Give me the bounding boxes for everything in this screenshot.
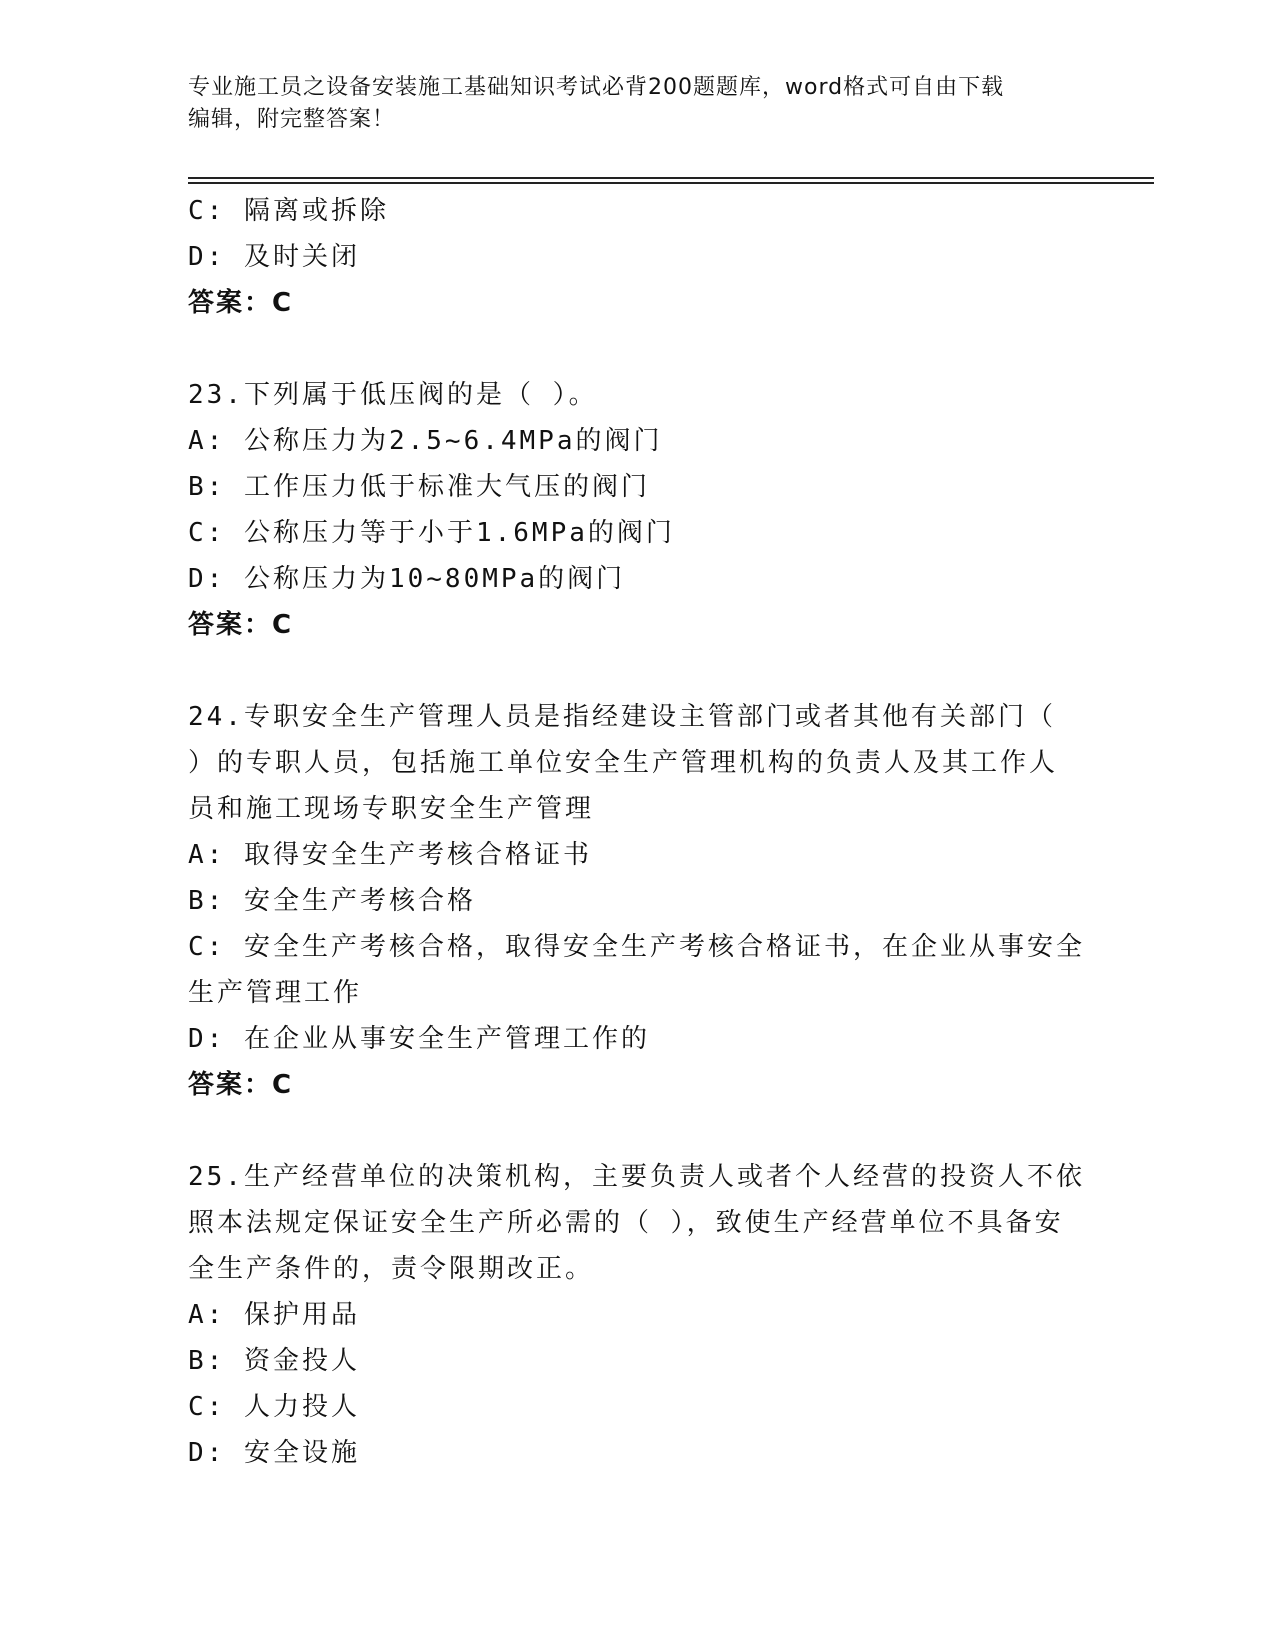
spacer [188,648,1088,694]
question-text-line-1: 24.专职安全生产管理人员是指经建设主管部门或者其他有关部门（ [188,702,1056,732]
answer: 答案：C [188,610,294,640]
question-text-line-3: 员和施工现场专职安全生产管理 [188,794,595,824]
option-d: D: 及时关闭 [188,242,360,272]
option-c: C: 隔离或拆除 [188,196,389,226]
option-b: B: 资金投人 [188,1346,360,1376]
header-title-line-1: 专业施工员之设备安装施工基础知识考试必背200题题库，word格式可自由下载 [188,75,1005,100]
option-d: D: 在企业从事安全生产管理工作的 [188,1024,650,1054]
question-25 [188,1154,1088,1476]
spacer [188,1108,1088,1154]
question-text-line-1: 25.生产经营单位的决策机构，主要负责人或者个人经营的投资人不依 [188,1162,1085,1192]
option-c: C: 人力投人 [188,1392,360,1422]
option-c: C: 安全生产考核合格，取得安全生产考核合格证书，在企业从事安全 [188,932,1085,962]
question-list [188,188,1088,1476]
option-d: D: 安全设施 [188,1438,360,1468]
option-d: D: 公称压力为10~80MPa的阀门 [188,564,626,594]
question-23 [188,372,1088,648]
question-text-line-2: 照本法规定保证安全生产所必需的（ ），致使生产经营单位不具备安 [188,1208,1064,1238]
option-a: A: 保护用品 [188,1300,360,1330]
header-title-line-2: 编辑，附完整答案！ [188,107,396,132]
question-text-line-3: 全生产条件的，责令限期改正。 [188,1254,595,1284]
option-a: A: 公称压力为2.5~6.4MPa的阀门 [188,426,663,456]
option-b: B: 安全生产考核合格 [188,886,476,916]
option-b: B: 工作压力低于标准大气压的阀门 [188,472,650,502]
answer: 答案：C [188,288,294,318]
option-c: C: 公称压力等于小于1.6MPa的阀门 [188,518,675,548]
spacer [188,326,1088,372]
question-text-line-2: ）的专职人员，包括施工单位安全生产管理机构的负责人及其工作人 [188,748,1059,778]
page-header [188,72,1088,136]
header-divider-bottom [188,182,1154,184]
question-text: 23.下列属于低压阀的是（ ）。 [188,380,598,410]
option-a: A: 取得安全生产考核合格证书 [188,840,592,870]
question-24 [188,694,1088,1108]
answer: 答案：C [188,1070,294,1100]
question-22 [188,188,1088,326]
header-divider-top [188,177,1154,179]
option-c-continued: 生产管理工作 [188,978,363,1008]
